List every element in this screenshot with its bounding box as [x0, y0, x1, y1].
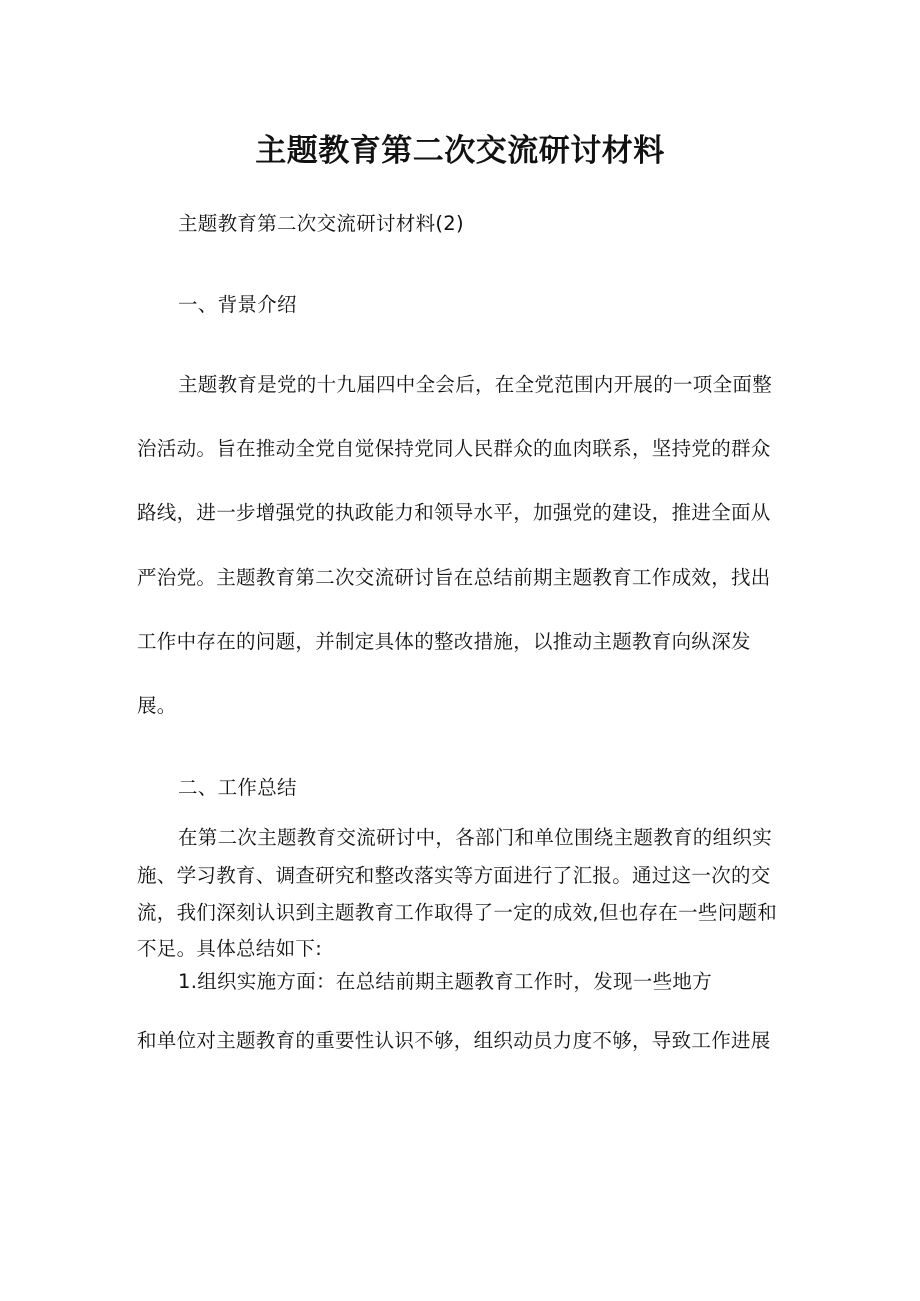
paragraph-line: 主题教育是党的十九届四中全会后，在全党范围内开展的一项全面整	[178, 373, 773, 396]
paragraph-line: 在第二次主题教育交流研讨中，各部门和单位围绕主题教育的组织实	[178, 826, 773, 849]
paragraph-line: 治活动。旨在推动全党自觉保持党同人民群众的血肉联系，坚持党的群众	[137, 437, 771, 460]
paragraph-line: 和单位对主题教育的重要性认识不够，组织动员力度不够，导致工作进展	[137, 1029, 771, 1052]
paragraph-line: 路线，进一步增强党的执政能力和领导水平，加强党的建设，推进全面从	[137, 501, 771, 524]
document-subtitle: 主题教育第二次交流研讨材料(2)	[178, 212, 464, 235]
paragraph-line: 严治党。主题教育第二次交流研讨旨在总结前期主题教育工作成效，找出	[137, 566, 771, 589]
document-title: 主题教育第二次交流研讨材料	[255, 133, 665, 169]
paragraph-line: 不足。具体总结如下:	[137, 937, 323, 960]
paragraph-line: 施、学习教育、调查研究和整改落实等方面进行了汇报。通过这一次的交	[137, 864, 771, 887]
section-heading-background: 一、背景介绍	[178, 293, 297, 316]
paragraph-line: 工作中存在的问题，并制定具体的整改措施，以推动主题教育向纵深发	[137, 630, 751, 653]
paragraph-line: 1.组织实施方面：在总结前期主题教育工作时，发现一些地方	[178, 970, 713, 993]
paragraph-line: 展。	[137, 694, 177, 717]
paragraph-line: 流，我们深刻认识到主题教育工作取得了一定的成效,但也存在一些问题和	[137, 901, 778, 924]
section-heading-summary: 二、工作总结	[178, 776, 297, 799]
